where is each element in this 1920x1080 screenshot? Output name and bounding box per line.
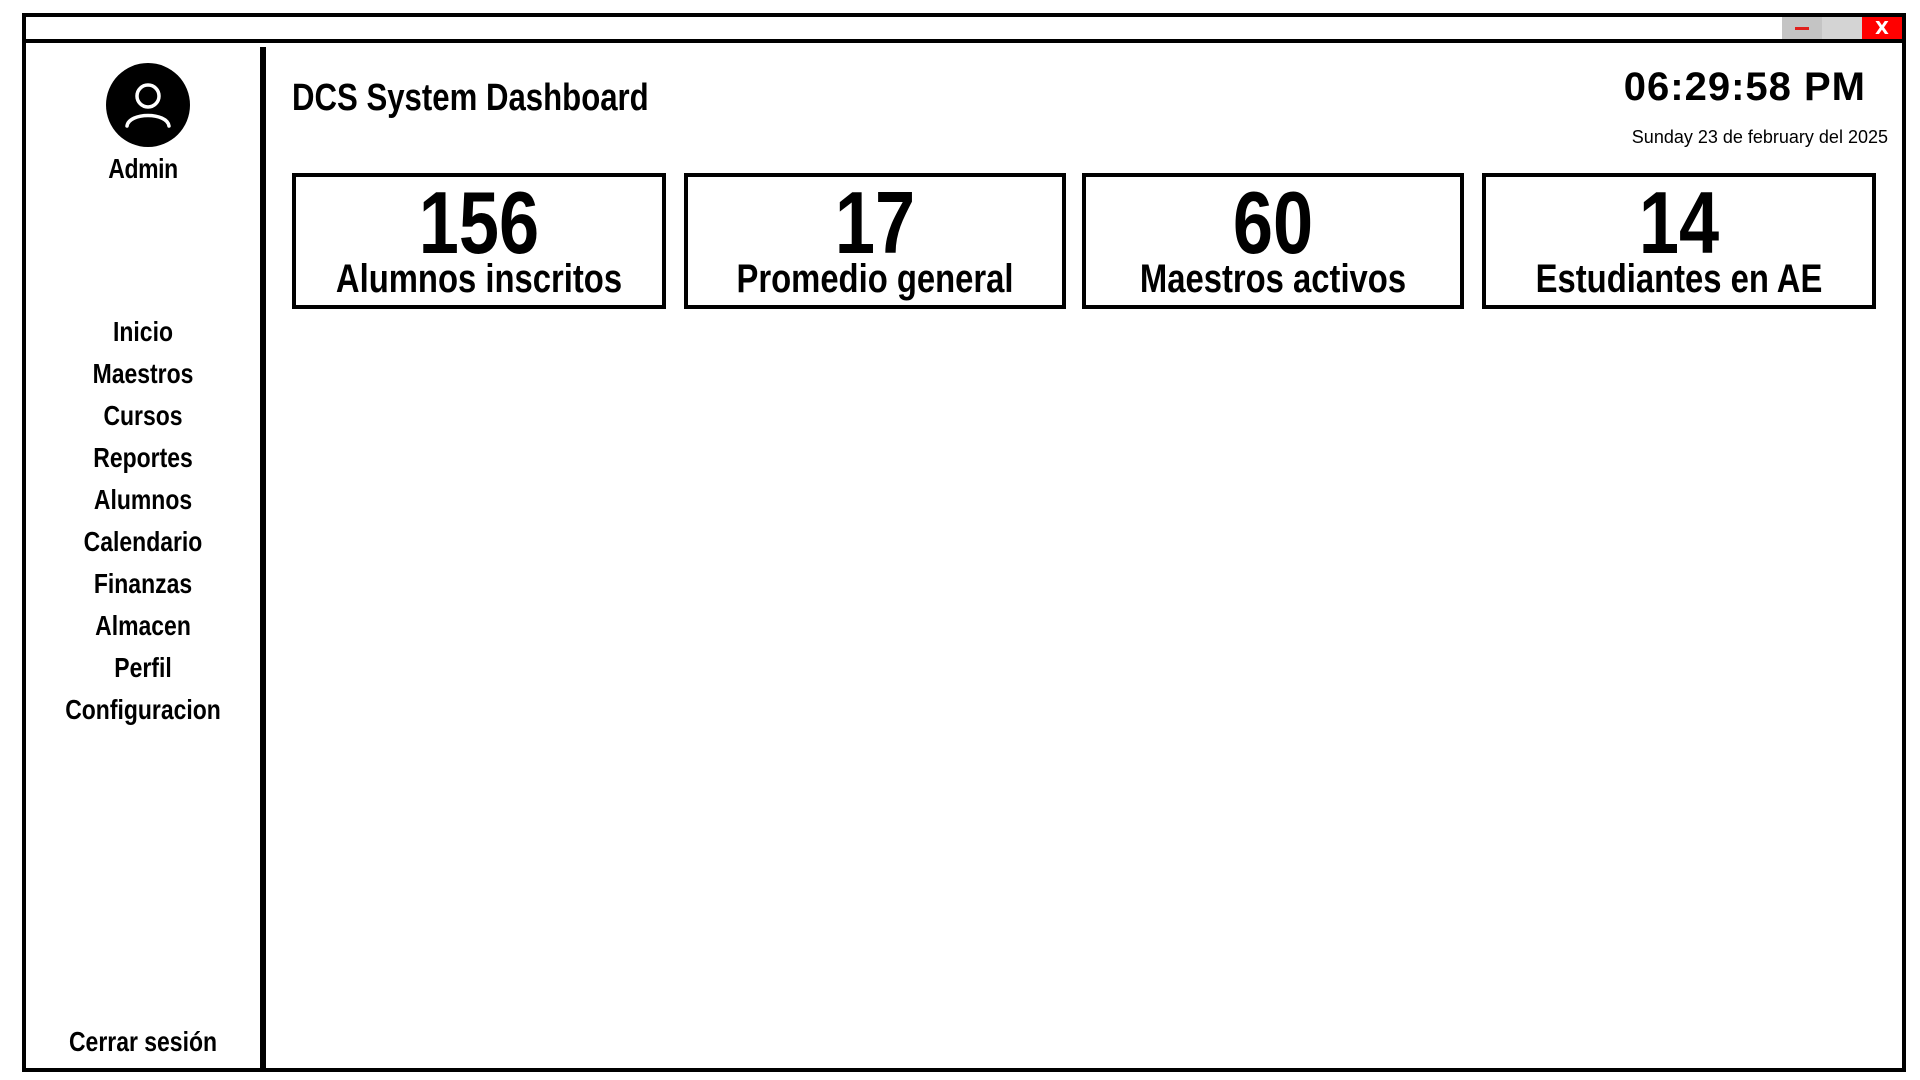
stat-label: Promedio general <box>736 257 1014 301</box>
stat-value: 17 <box>834 173 916 272</box>
sidebar-item-alumnos[interactable]: Alumnos <box>93 484 193 515</box>
logout-button[interactable]: Cerrar sesión <box>68 1026 218 1057</box>
sidebar <box>26 47 266 1068</box>
sidebar-item-calendario[interactable]: Calendario <box>83 526 203 557</box>
minimize-icon <box>1795 27 1809 30</box>
sidebar-nav <box>26 311 260 731</box>
title-bar[interactable] <box>26 17 1902 43</box>
app-window <box>22 13 1906 1072</box>
stat-label: Alumnos inscritos <box>335 257 623 301</box>
user-icon <box>119 76 177 134</box>
minimize-button[interactable] <box>1782 17 1822 39</box>
stat-label: Maestros activos <box>1139 257 1407 301</box>
stat-value: 14 <box>1638 173 1720 272</box>
sidebar-item-perfil[interactable]: Perfil <box>114 652 172 683</box>
user-name: Admin <box>108 153 178 184</box>
stat-card-maestros[interactable] <box>1082 173 1464 309</box>
maximize-button[interactable] <box>1822 17 1862 39</box>
stat-value: 156 <box>418 173 540 272</box>
stats-cards <box>292 173 1882 309</box>
sidebar-item-almacen[interactable]: Almacen <box>95 610 191 641</box>
stat-card-promedio[interactable] <box>684 173 1066 309</box>
close-button[interactable]: X <box>1862 17 1902 39</box>
sidebar-item-cursos[interactable]: Cursos <box>103 400 183 431</box>
stat-card-alumnos[interactable] <box>292 173 666 309</box>
stat-card-estudiantes-ae[interactable] <box>1482 173 1876 309</box>
user-avatar-icon[interactable] <box>106 63 190 147</box>
sidebar-item-finanzas[interactable]: Finanzas <box>93 568 193 599</box>
window-controls <box>1782 17 1902 39</box>
sidebar-item-configuracion[interactable]: Configuracion <box>65 694 221 725</box>
sidebar-item-maestros[interactable]: Maestros <box>92 358 194 389</box>
clock-date: Sunday 23 de february del 2025 <box>1631 127 1888 147</box>
stat-label: Estudiantes en AE <box>1535 257 1823 301</box>
sidebar-item-reportes[interactable]: Reportes <box>93 442 193 473</box>
stat-value: 60 <box>1232 173 1314 272</box>
main-content <box>272 47 1902 1068</box>
sidebar-item-inicio[interactable]: Inicio <box>113 316 173 347</box>
clock-time: 06:29:58 PM <box>1623 65 1866 109</box>
page-title: DCS System Dashboard <box>292 77 649 119</box>
